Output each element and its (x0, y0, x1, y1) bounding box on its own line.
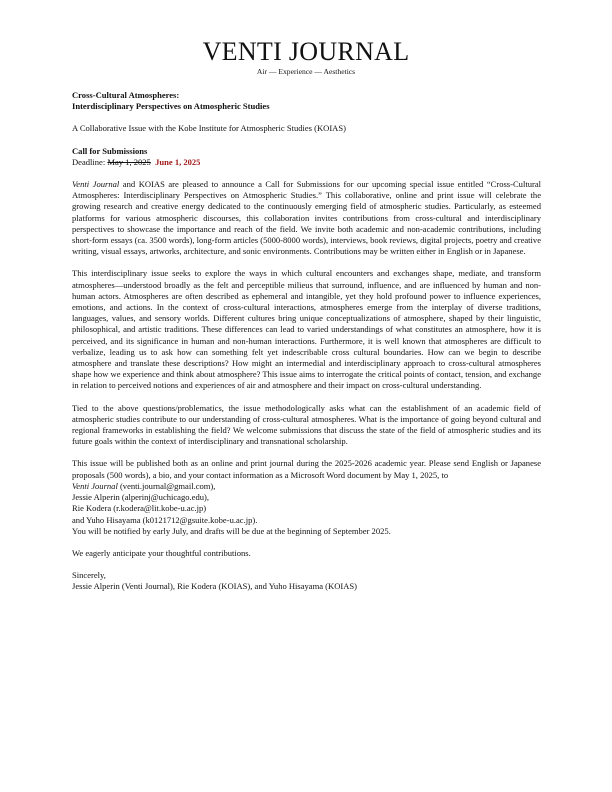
submission-intro: This issue will be published both as an online and print journal during the 2025-2026 academic year. Please send English or Japanese proposals (500 words), a bio, and your contact information as a Microsoft Word document by May 1, 2025, to (72, 458, 541, 480)
salutation: Sincerely, (72, 570, 106, 581)
paragraph-intro (72, 179, 541, 257)
issue-title-line1: Cross-Cultural Atmospheres: (72, 90, 180, 100)
contact-kodera: Rie Kodera (r.kodera@lit.kobe-u.ac.jp) (72, 503, 207, 514)
deadline-old: May 1, 2025 (107, 156, 151, 167)
paragraph-scope: This interdisciplinary issue seeks to explore the ways in which cultural encounters and exchanges shape, mediate, and transform atmospheres—understood broadly as the felt and perceptible milieus that surround, influence, and are influenced by human and non-human actors. Atmospheres are often described as ephemeral and intangible, yet they hold profound power to influence experiences, emotions, and actions. In the context of cross-cultural interactions, atmospheres emerge from the interplay of diverse traditions, languages, values, and sensory worlds. Different cultures bring unique conceptualizations of atmosphere, shaped by their linguistic, philosophical, and artistic traditions. These differences can lead to varied understandings of what constitutes an atmosphere, how it is perceived, and its significance in human and non-human interactions. Furthermore, it is well known that atmospheres are difficult to verbalize, leading us to ask how can something felt yet indescribable cross cultural boundaries. How can we begin to describe atmosphere and translate these descriptions? How might an intermedial and interdisciplinary approach to cross-cultural atmospheres shape how we experience and think about atmosphere? This issue aims to interrogate the critical points of contact, tension, and exchange in relation to perceived notions and experiences of air and atmosphere and their impact on cross-cultural understanding. (72, 268, 541, 391)
journal-title: VENTI JOURNAL (202, 37, 410, 66)
signature-block (72, 570, 541, 592)
issue-title (72, 90, 541, 112)
call-section (72, 146, 541, 168)
issue-title-line2: Interdisciplinary Perspectives on Atmospheric Studies (72, 101, 270, 112)
contact-venti-name: Venti Journal (72, 480, 118, 491)
deadline-label: Deadline: (72, 156, 108, 167)
deadline-new: June 1, 2025 (155, 156, 201, 167)
contact-venti (72, 481, 541, 492)
paragraph-intro-text: and KOIAS are pleased to announce a Call for Submissions for our upcoming special issue entitled “Cross-Cultural Atmospheres: Interdisciplinary Perspectives on Atmospheric Studies.” This collaborative, online and print issue will celebrate the growing research and creative energy dedicated to the continuously emerging field of atmospheric studies. Particularly, as esteemed platforms for various atmospheric discourses, this collaboration invites contributions from cross-cultural and interdisciplinary perspectives to showcase the importance and reach of the field. We invite both academic and non-academic contributions, including short-form essays (ca. 3500 words), long-form articles (5000-8000 words), interviews, book reviews, digital projects, poetry and creative writing, visual essays, artworks, architecture, and sonic environments. Contributions may be written either in English or in Japanese. (72, 179, 542, 257)
closing-line: We eagerly anticipate your thoughtful contributions. (72, 547, 251, 558)
collaboration-line: A Collaborative Issue with the Kobe Institute for Atmospheric Studies (KOIAS) (72, 123, 346, 134)
masthead (0, 38, 612, 77)
deadline-line (72, 157, 541, 168)
venti-journal-name: Venti Journal (72, 179, 120, 190)
paragraph-submission (72, 458, 541, 536)
notification-notice: You will be notified by early July, and drafts will be due at the beginning of September 2025. (72, 525, 391, 536)
contact-alperin: Jessie Alperin (alperinj@uchicago.edu), (72, 492, 209, 503)
journal-tagline: Air — Experience — Aesthetics (256, 67, 356, 76)
document-body (72, 90, 541, 593)
contact-hisayama: and Yuho Hisayama (k0121712@gsuite.kobe-u.ac.jp). (72, 514, 258, 525)
contact-venti-email: (venti.journal@gmail.com), (117, 480, 216, 491)
paragraph-methodology: Tied to the above questions/problematics, the issue methodologically asks what can the establishment of an academic field of atmospheric studies contribute to our understanding of cross-cultural atmospheres. What is the importance of going beyond cultural and regional frameworks in establishing the field? We welcome submissions that discuss the state of the field of atmospheric studies and its future goals within the context of interdisciplinary and transnational scholarship. (72, 402, 541, 447)
signatories: Jessie Alperin (Venti Journal), Rie Kodera (KOIAS), and Yuho Hisayama (KOIAS) (72, 581, 357, 592)
call-heading: Call for Submissions (72, 145, 148, 156)
